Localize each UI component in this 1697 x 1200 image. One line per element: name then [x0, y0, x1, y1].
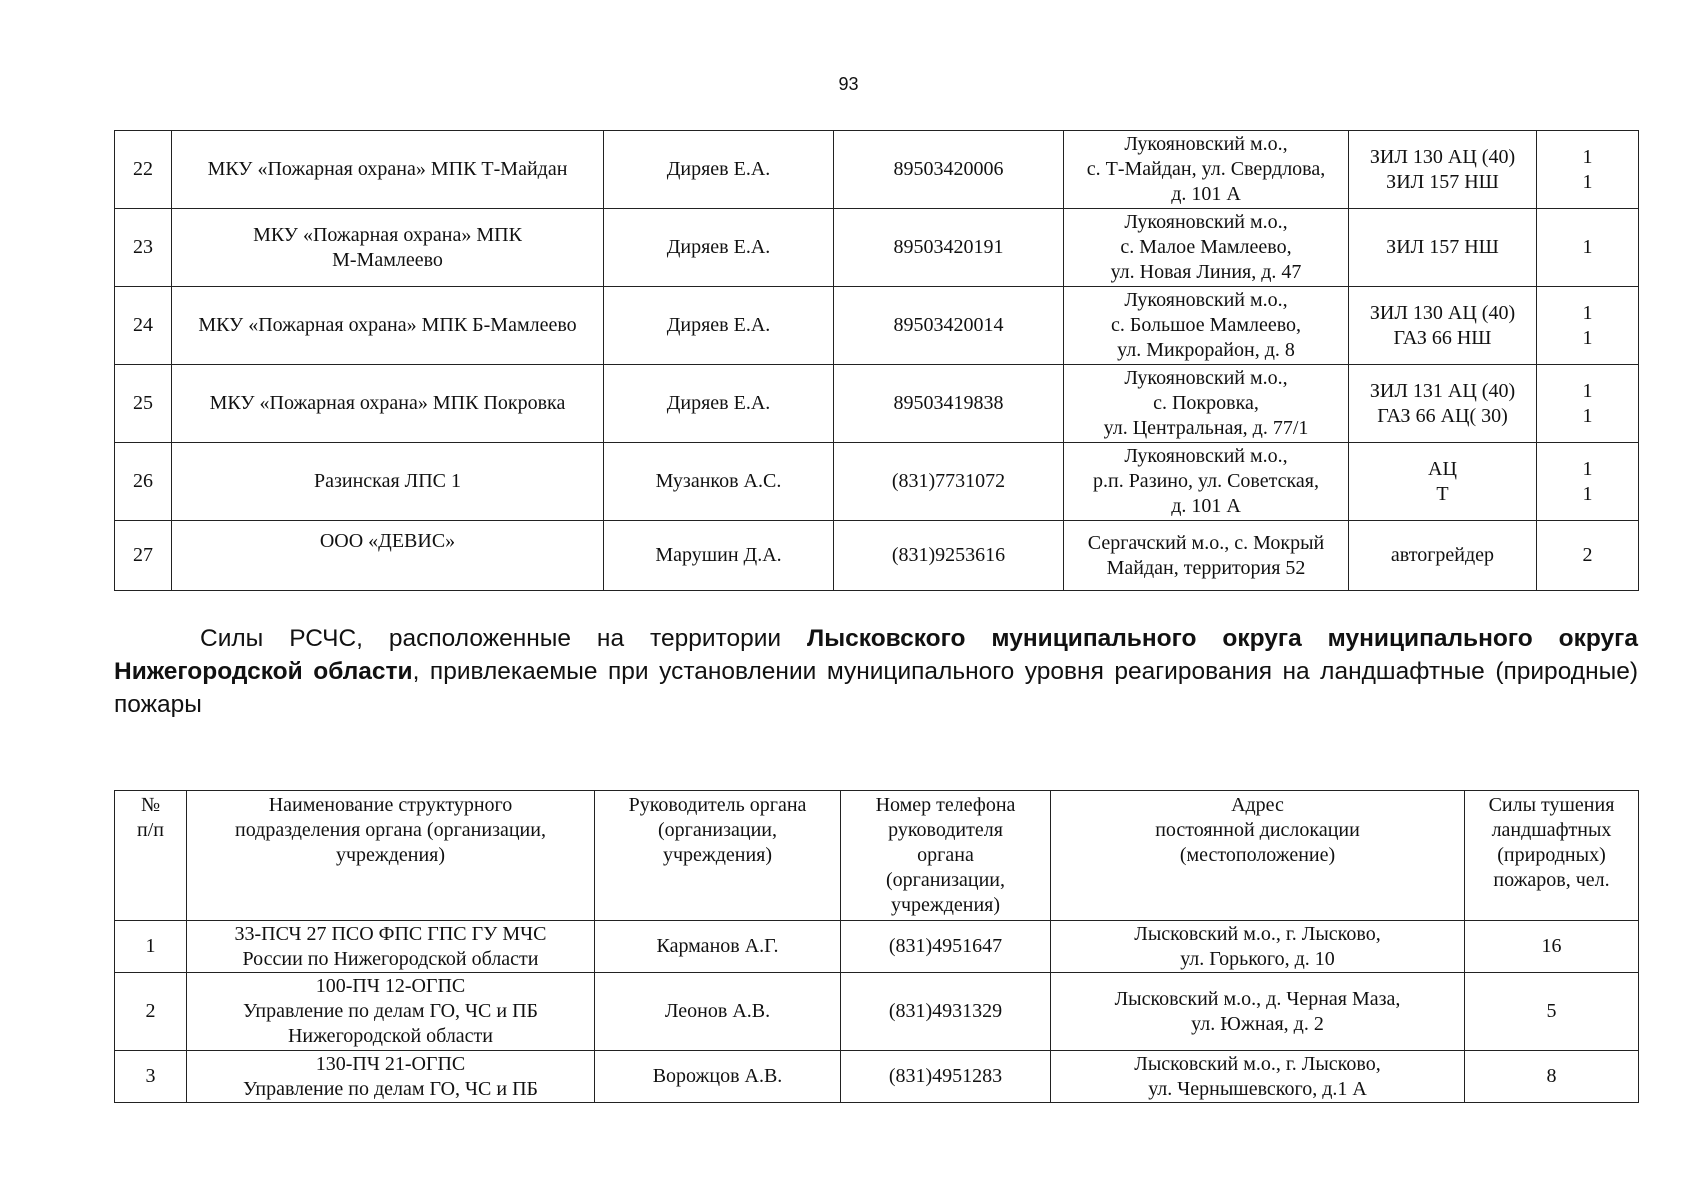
cell-n: 26: [115, 443, 172, 521]
table2-header-row: [115, 791, 1639, 921]
fire-units-table-continued: [114, 130, 1639, 591]
table-row: [115, 521, 1639, 591]
header-phone: Номер телефона руководителя органа (организации, учреждения): [841, 791, 1051, 921]
cell-name: МКУ «Пожарная охрана» МПК Б-Мамлеево: [172, 287, 604, 365]
cell-head: Марушин Д.А.: [604, 521, 834, 591]
page-number: 93: [838, 74, 859, 94]
cell-address: Лукояновский м.о., с. Покровка, ул. Центральная, д. 77/1: [1064, 365, 1349, 443]
cell-phone: 89503419838: [834, 365, 1064, 443]
cell-phone: (831)9253616: [834, 521, 1064, 591]
cell-address: Лысковский м.о., г. Лысково, ул. Чернышевского, д.1 А: [1051, 1051, 1465, 1103]
cell-forces: 16: [1465, 921, 1639, 973]
cell-count: 2: [1537, 521, 1639, 591]
cell-phone: 89503420014: [834, 287, 1064, 365]
cell-head: Карманов А.Г.: [595, 921, 841, 973]
cell-name: МКУ «Пожарная охрана» МПК М-Мамлеево: [172, 209, 604, 287]
cell-phone: 89503420191: [834, 209, 1064, 287]
section-paragraph: [114, 622, 1638, 721]
cell-address: Лысковский м.о., г. Лысково, ул. Горького, д. 10: [1051, 921, 1465, 973]
cell-vehicles: АЦ Т: [1349, 443, 1537, 521]
table-row: [115, 209, 1639, 287]
cell-head: Диряев Е.А.: [604, 365, 834, 443]
cell-vehicles: ЗИЛ 130 АЦ (40) ЗИЛ 157 НШ: [1349, 131, 1537, 209]
cell-address: Лукояновский м.о., р.п. Разино, ул. Советская, д. 101 А: [1064, 443, 1349, 521]
table-row: [115, 921, 1639, 973]
cell-forces: 8: [1465, 1051, 1639, 1103]
cell-forces: 5: [1465, 973, 1639, 1051]
table-row: [115, 973, 1639, 1051]
table-row: [115, 1051, 1639, 1103]
lyskovo-forces-table: [114, 790, 1639, 1103]
cell-n: 24: [115, 287, 172, 365]
cell-phone: (831)7731072: [834, 443, 1064, 521]
cell-head: Леонов А.В.: [595, 973, 841, 1051]
cell-n: 23: [115, 209, 172, 287]
cell-n: 25: [115, 365, 172, 443]
cell-name: Разинская ЛПС 1: [172, 443, 604, 521]
header-head: Руководитель органа (организации, учреждения): [595, 791, 841, 921]
cell-address: Лукояновский м.о., с. Большое Мамлеево, ул. Микрорайон, д. 8: [1064, 287, 1349, 365]
cell-name: 130-ПЧ 21-ОГПС Управление по делам ГО, ЧС и ПБ: [187, 1051, 595, 1103]
cell-vehicles: ЗИЛ 131 АЦ (40) ГАЗ 66 АЦ( 30): [1349, 365, 1537, 443]
cell-name: МКУ «Пожарная охрана» МПК Покровка: [172, 365, 604, 443]
cell-head: Диряев Е.А.: [604, 209, 834, 287]
cell-phone: 89503420006: [834, 131, 1064, 209]
table-row: [115, 131, 1639, 209]
cell-n: 22: [115, 131, 172, 209]
cell-head: Ворожцов А.В.: [595, 1051, 841, 1103]
paragraph-text-2: , привлекаемые при установлении муниципального уровня реагирования на ландшафтные (природные) пожары: [114, 658, 1638, 718]
cell-vehicles: ЗИЛ 130 АЦ (40) ГАЗ 66 НШ: [1349, 287, 1537, 365]
cell-n: 1: [115, 921, 187, 973]
header-forces: Силы тушения ландшафтных (природных) пожаров, чел.: [1465, 791, 1639, 921]
cell-n: 27: [115, 521, 172, 591]
cell-address: Сергачский м.о., с. Мокрый Майдан, территория 52: [1064, 521, 1349, 591]
cell-head: Музанков А.С.: [604, 443, 834, 521]
cell-count: 1 1: [1537, 287, 1639, 365]
header-number: № п/п: [115, 791, 187, 921]
cell-name: МКУ «Пожарная охрана» МПК Т-Майдан: [172, 131, 604, 209]
cell-phone: (831)4951283: [841, 1051, 1051, 1103]
cell-count: 1 1: [1537, 365, 1639, 443]
cell-name: 100-ПЧ 12-ОГПС Управление по делам ГО, ЧС и ПБ Нижегородской области: [187, 973, 595, 1051]
cell-vehicles: ЗИЛ 157 НШ: [1349, 209, 1537, 287]
table-row: [115, 443, 1639, 521]
header-unit-name: Наименование структурного подразделения органа (организации, учреждения): [187, 791, 595, 921]
cell-address: Лукояновский м.о., с. Т-Майдан, ул. Свердлова, д. 101 А: [1064, 131, 1349, 209]
cell-count: 1 1: [1537, 443, 1639, 521]
paragraph-text-1: Силы РСЧС, расположенные на территории: [200, 625, 808, 652]
cell-phone: (831)4951647: [841, 921, 1051, 973]
cell-vehicles: автогрейдер: [1349, 521, 1537, 591]
cell-name: 33-ПСЧ 27 ПСО ФПС ГПС ГУ МЧС России по Нижегородской области: [187, 921, 595, 973]
cell-phone: (831)4931329: [841, 973, 1051, 1051]
table1-body: [115, 131, 1639, 591]
cell-address: Лукояновский м.о., с. Малое Мамлеево, ул. Новая Линия, д. 47: [1064, 209, 1349, 287]
cell-address: Лысковский м.о., д. Черная Маза, ул. Южная, д. 2: [1051, 973, 1465, 1051]
paragraph-bold-region: Лысковского муниципального округа муниципального округа Нижегородской области: [114, 625, 1638, 685]
cell-head: Диряев Е.А.: [604, 287, 834, 365]
cell-count: 1: [1537, 209, 1639, 287]
table2-body: [115, 921, 1639, 1103]
cell-n: 2: [115, 973, 187, 1051]
cell-count: 1 1: [1537, 131, 1639, 209]
header-address: Адрес постоянной дислокации (местоположение): [1051, 791, 1465, 921]
cell-head: Диряев Е.А.: [604, 131, 834, 209]
table-row: [115, 365, 1639, 443]
cell-name: ООО «ДЕВИС»: [172, 521, 604, 591]
table-row: [115, 287, 1639, 365]
cell-n: 3: [115, 1051, 187, 1103]
